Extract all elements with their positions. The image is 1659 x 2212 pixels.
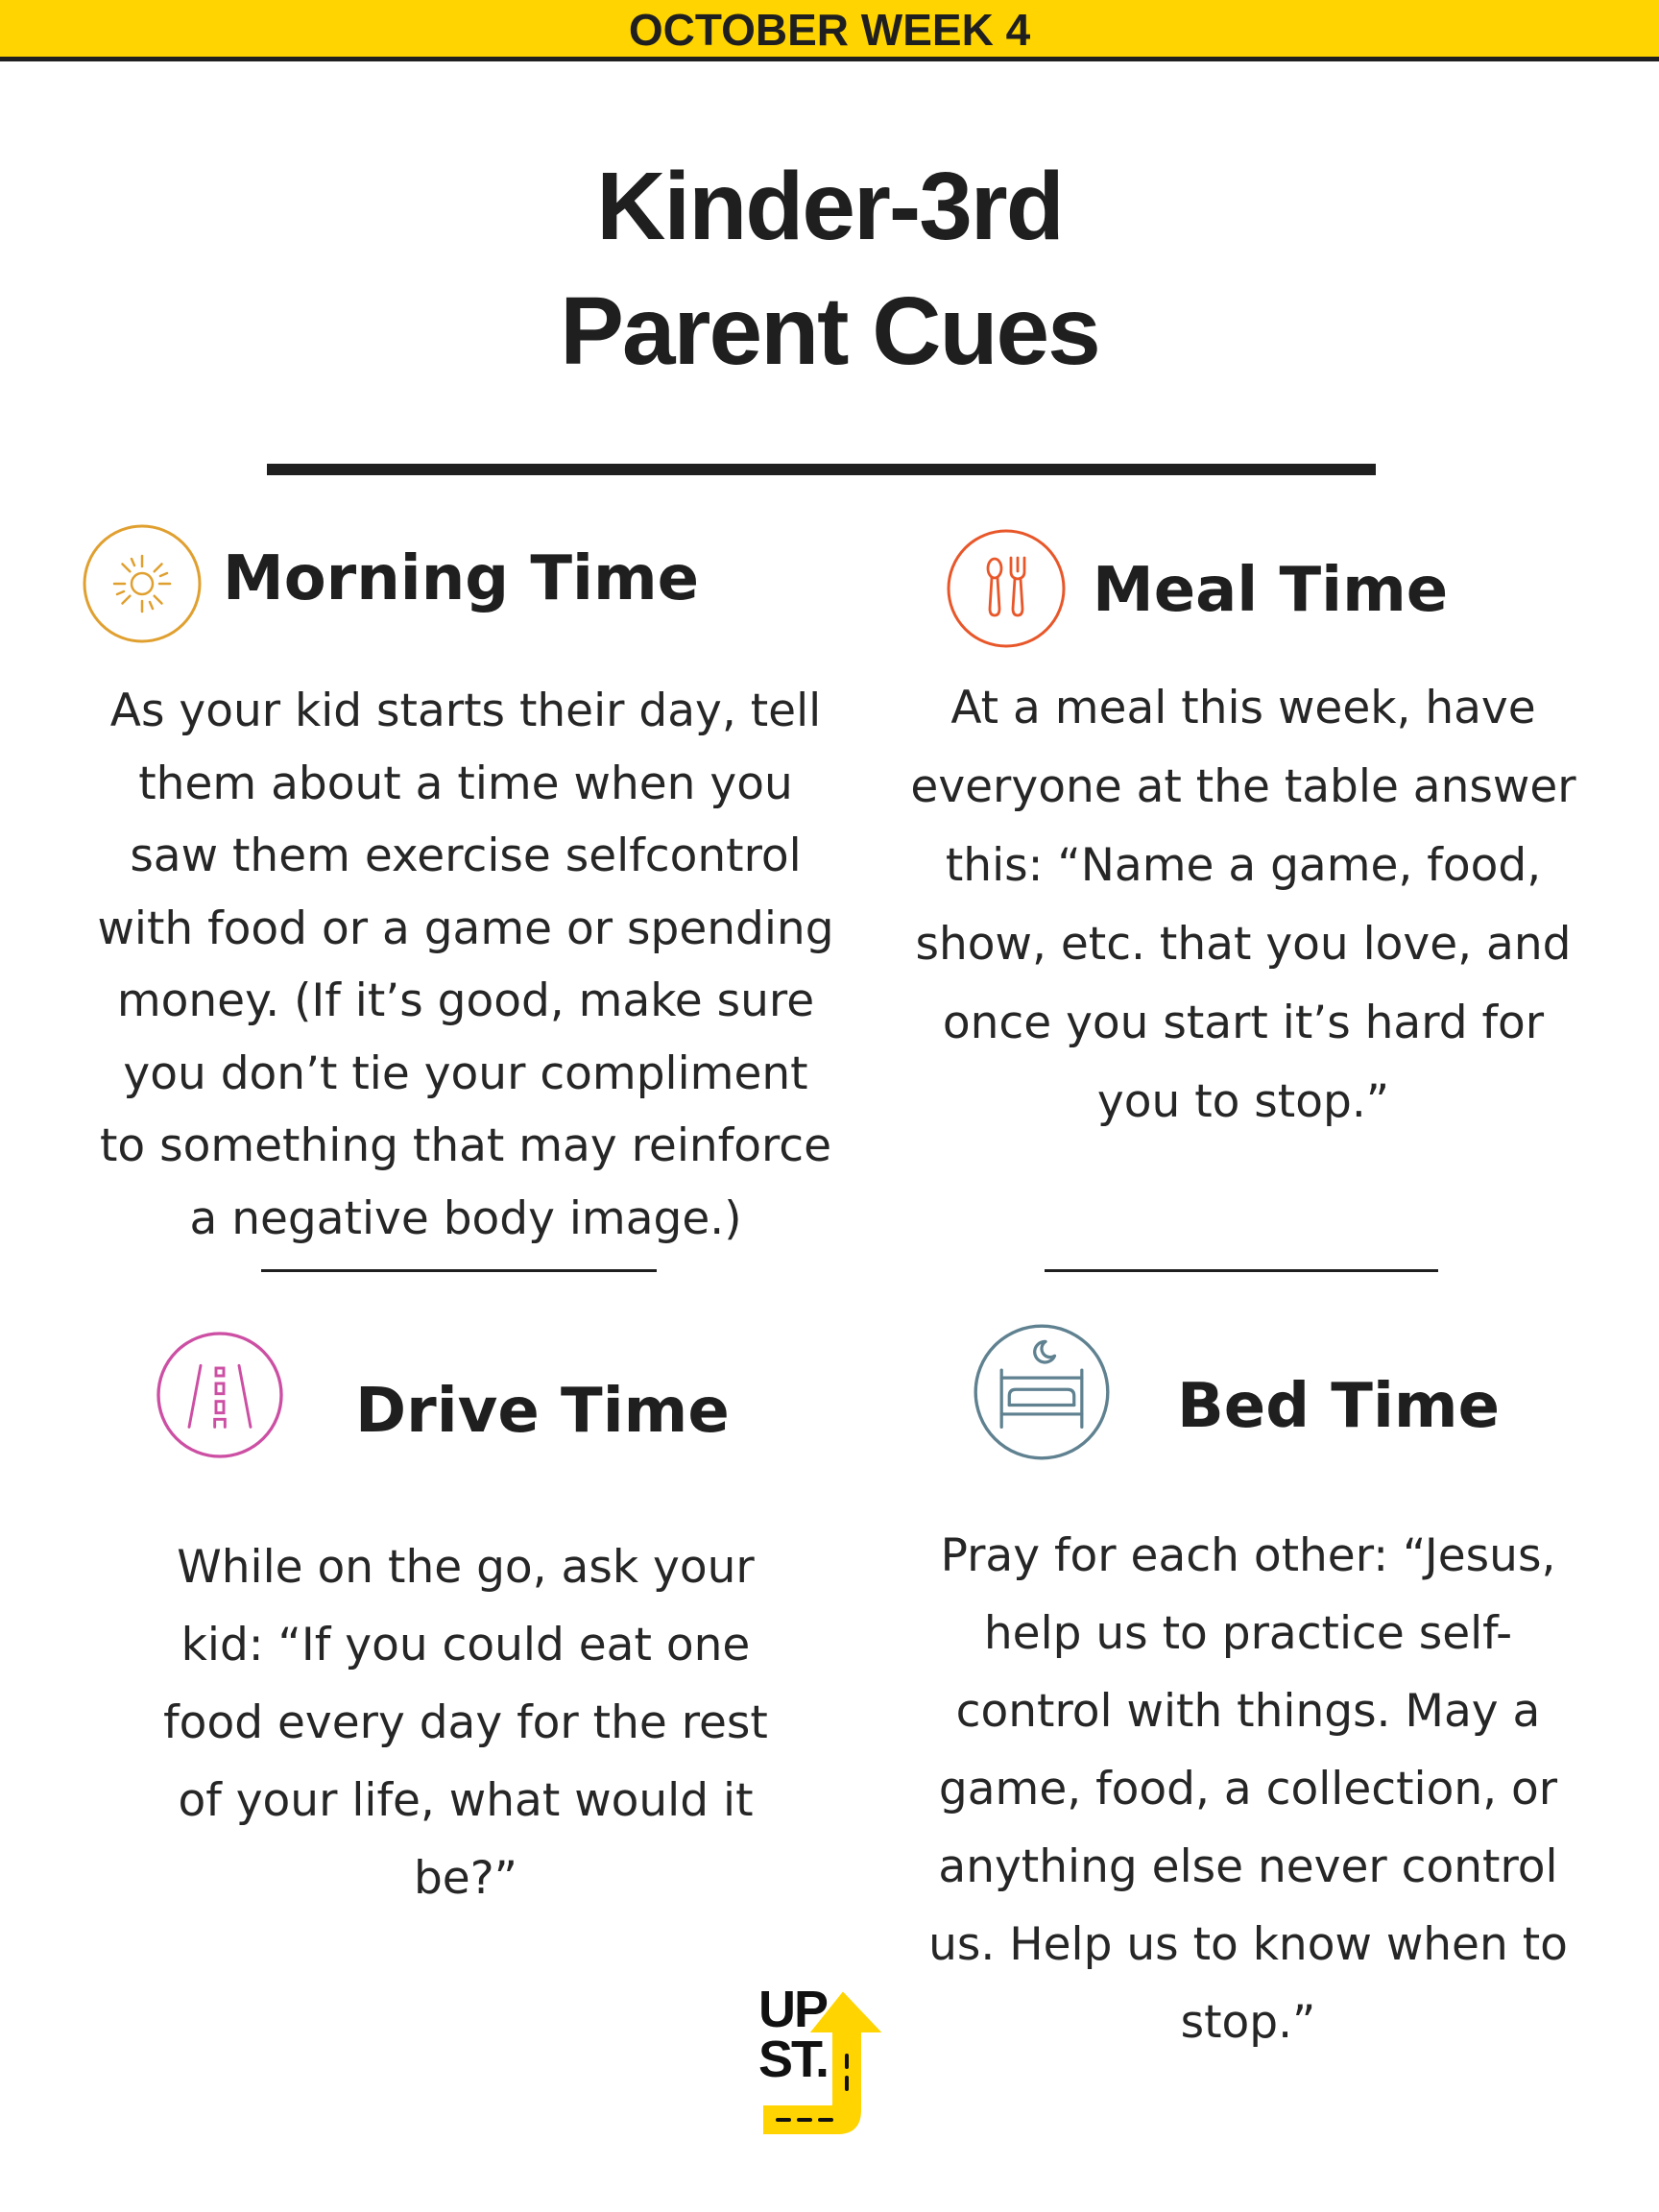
week-banner [0,0,1659,61]
meal-time-text [845,669,1642,1142]
meal-line: you to stop.” [1096,1075,1390,1128]
morning-line: to something that may reinforce [99,1119,832,1172]
meal-line: show, etc. that you love, and [915,918,1572,971]
title-divider [267,464,1376,475]
drive-time-text [77,1528,854,1917]
bed-line: help us to practice self- [983,1607,1513,1660]
morning-line: with food or a game or spending [97,902,834,955]
title-line-1: Kinder-3rd [596,153,1063,260]
morning-time-title: Morning Time [223,543,700,614]
drive-time-title: Drive Time [355,1376,730,1447]
bed-moon-icon [981,1332,1102,1453]
morning-line: a negative body image.) [189,1191,742,1245]
morning-line: As your kid starts their day, tell [109,685,822,737]
page-title [0,144,1659,394]
road-icon [159,1334,280,1455]
bed-time-title: Bed Time [1177,1371,1500,1442]
bed-line: stop.” [1180,1996,1316,2049]
utensils-icon [946,528,1067,649]
bed-line: game, food, a collection, or [938,1763,1558,1815]
meal-line: At a meal this week, have [950,682,1536,734]
title-line-2: Parent Cues [560,277,1099,385]
drive-line: be?” [413,1852,518,1905]
drive-line: kid: “If you could eat one [180,1619,751,1671]
meal-divider [1045,1269,1438,1272]
week-label: OCTOBER WEEK 4 [628,5,1031,55]
morning-line: saw them exercise selfcontrol [130,830,802,882]
meal-line: this: “Name a game, food, [945,839,1542,892]
bed-line: anything else never control [938,1840,1558,1893]
drive-line: While on the go, ask your [177,1541,755,1594]
bed-time-text [854,1517,1642,2061]
drive-line: of your life, what would it [178,1774,754,1827]
meal-line: everyone at the table answer [910,760,1576,813]
morning-line: them about a time when you [138,757,793,810]
logo-text-st: ST. [758,2031,829,2088]
meal-time-title: Meal Time [1093,555,1449,626]
meal-line: once you start it’s hard for [942,997,1545,1049]
logo-text-up: UP [758,1981,828,2038]
morning-line: you don’t tie your compliment [123,1046,808,1100]
sun-icon [82,523,203,644]
morning-time-text [77,675,854,1255]
morning-line: money. (If it’s good, make sure [116,974,815,1027]
drive-line: food every day for the rest [163,1696,768,1749]
bed-line: control with things. May a [955,1685,1541,1738]
morning-divider [261,1269,657,1272]
bed-line: Pray for each other: “Jesus, [940,1529,1556,1582]
upstreet-logo [749,1964,931,2147]
bed-line: us. Help us to know when to [928,1918,1568,1971]
